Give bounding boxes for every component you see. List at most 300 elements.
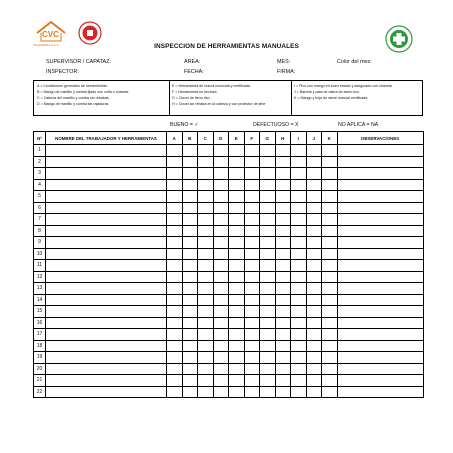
criteria-cell[interactable]	[213, 225, 229, 237]
criteria-cell[interactable]	[260, 237, 276, 249]
criteria-cell[interactable]	[213, 317, 229, 329]
criteria-cell[interactable]	[260, 283, 276, 295]
criteria-cell[interactable]	[244, 363, 260, 375]
header-j: J	[306, 132, 322, 145]
worker-name-cell[interactable]	[46, 202, 167, 214]
criteria-cell[interactable]	[213, 202, 229, 214]
observaciones-cell[interactable]	[337, 145, 423, 157]
criteria-cell[interactable]	[229, 202, 245, 214]
header-worker-name: NOMBRE DEL TRABAJADOR Y HERRAMIENTAS	[46, 132, 167, 145]
criteria-cell[interactable]	[229, 329, 245, 341]
header-observaciones: OBSERVACIONES	[337, 132, 423, 145]
criteria-cell[interactable]	[167, 248, 183, 260]
criteria-cell[interactable]	[182, 260, 198, 272]
criteria-cell[interactable]	[198, 294, 214, 306]
criteria-cell[interactable]	[198, 168, 214, 180]
criteria-cell[interactable]	[260, 306, 276, 318]
criteria-cell[interactable]	[229, 260, 245, 272]
observaciones-cell[interactable]	[337, 352, 423, 364]
criteria-cell[interactable]	[229, 363, 245, 375]
criteria-cell[interactable]	[322, 352, 338, 364]
worker-name-cell[interactable]	[46, 179, 167, 191]
criteria-cell[interactable]	[198, 179, 214, 191]
observaciones-cell[interactable]	[337, 294, 423, 306]
criteria-cell[interactable]	[198, 317, 214, 329]
criteria-cell[interactable]	[306, 294, 322, 306]
criteria-cell[interactable]	[275, 202, 291, 214]
criteria-cell[interactable]	[213, 386, 229, 398]
criteria-cell[interactable]	[306, 317, 322, 329]
criteria-cell[interactable]	[244, 340, 260, 352]
worker-name-cell[interactable]	[46, 283, 167, 295]
criteria-cell[interactable]	[229, 352, 245, 364]
criteria-cell[interactable]	[244, 283, 260, 295]
criteria-cell[interactable]	[306, 329, 322, 341]
criteria-cell[interactable]	[198, 306, 214, 318]
criteria-cell[interactable]	[322, 340, 338, 352]
criteria-cell[interactable]	[182, 156, 198, 168]
criteria-cell[interactable]	[244, 260, 260, 272]
criteria-cell[interactable]	[291, 386, 307, 398]
criteria-cell[interactable]	[306, 352, 322, 364]
criteria-cell[interactable]	[182, 145, 198, 157]
criteria-cell[interactable]	[275, 248, 291, 260]
criteria-cell[interactable]	[275, 386, 291, 398]
criteria-cell[interactable]	[275, 214, 291, 226]
criteria-cell[interactable]	[306, 191, 322, 203]
criteria-item: H = Cincel sin rebaba en la cabeza y con protector de jebe	[172, 102, 266, 106]
row-number: 20	[34, 363, 46, 375]
criteria-cell[interactable]	[275, 306, 291, 318]
criteria-cell[interactable]	[167, 340, 183, 352]
criteria-cell[interactable]	[260, 145, 276, 157]
criteria-cell[interactable]	[244, 225, 260, 237]
criteria-cell[interactable]	[213, 329, 229, 341]
worker-name-cell[interactable]	[46, 363, 167, 375]
criteria-cell[interactable]	[198, 340, 214, 352]
criteria-cell[interactable]	[229, 225, 245, 237]
worker-name-cell[interactable]	[46, 156, 167, 168]
criteria-cell[interactable]	[182, 386, 198, 398]
observaciones-cell[interactable]	[337, 306, 423, 318]
criteria-cell[interactable]	[244, 306, 260, 318]
criteria-cell[interactable]	[306, 225, 322, 237]
criteria-cell[interactable]	[275, 329, 291, 341]
criteria-cell[interactable]	[322, 168, 338, 180]
criteria-cell[interactable]	[291, 179, 307, 191]
criteria-cell[interactable]	[213, 156, 229, 168]
criteria-cell[interactable]	[291, 306, 307, 318]
criteria-cell[interactable]	[229, 248, 245, 260]
worker-name-cell[interactable]	[46, 145, 167, 157]
criteria-cell[interactable]	[291, 317, 307, 329]
criteria-cell[interactable]	[167, 294, 183, 306]
criteria-cell[interactable]	[213, 179, 229, 191]
criteria-cell[interactable]	[275, 145, 291, 157]
criteria-cell[interactable]	[198, 375, 214, 387]
criteria-cell[interactable]	[322, 329, 338, 341]
criteria-cell[interactable]	[229, 386, 245, 398]
row-number: 10	[34, 248, 46, 260]
criteria-cell[interactable]	[244, 237, 260, 249]
criteria-cell[interactable]	[167, 329, 183, 341]
header-c: C	[198, 132, 214, 145]
criteria-cell[interactable]	[275, 294, 291, 306]
criteria-cell[interactable]	[306, 145, 322, 157]
criteria-cell[interactable]	[182, 225, 198, 237]
criteria-cell[interactable]	[260, 260, 276, 272]
worker-name-cell[interactable]	[46, 214, 167, 226]
criteria-cell[interactable]	[275, 260, 291, 272]
criteria-cell[interactable]	[306, 179, 322, 191]
criteria-cell[interactable]	[306, 214, 322, 226]
criteria-cell[interactable]	[198, 386, 214, 398]
criteria-cell[interactable]	[260, 340, 276, 352]
worker-name-cell[interactable]	[46, 317, 167, 329]
criteria-cell[interactable]	[229, 145, 245, 157]
criteria-cell[interactable]	[306, 248, 322, 260]
criteria-cell[interactable]	[182, 329, 198, 341]
criteria-cell[interactable]	[167, 271, 183, 283]
criteria-cell[interactable]	[244, 317, 260, 329]
table-header-row	[34, 132, 424, 145]
criteria-cell[interactable]	[244, 294, 260, 306]
criteria-cell[interactable]	[291, 145, 307, 157]
criteria-cell[interactable]	[275, 375, 291, 387]
criteria-cell[interactable]	[182, 317, 198, 329]
criteria-cell[interactable]	[260, 214, 276, 226]
criteria-cell[interactable]	[213, 237, 229, 249]
criteria-cell[interactable]	[198, 145, 214, 157]
worker-name-cell[interactable]	[46, 375, 167, 387]
criteria-cell[interactable]	[322, 294, 338, 306]
criteria-cell[interactable]	[198, 329, 214, 341]
criteria-cell[interactable]	[244, 271, 260, 283]
criteria-cell[interactable]	[260, 248, 276, 260]
criteria-cell[interactable]	[167, 386, 183, 398]
criteria-cell[interactable]	[182, 202, 198, 214]
criteria-cell[interactable]	[213, 283, 229, 295]
criteria-cell[interactable]	[306, 375, 322, 387]
criteria-cell[interactable]	[213, 168, 229, 180]
criteria-cell[interactable]	[291, 329, 307, 341]
criteria-cell[interactable]	[229, 283, 245, 295]
criteria-cell[interactable]	[182, 271, 198, 283]
criteria-cell[interactable]	[244, 352, 260, 364]
criteria-cell[interactable]	[260, 294, 276, 306]
criteria-cell[interactable]	[275, 156, 291, 168]
criteria-cell[interactable]	[229, 271, 245, 283]
criteria-cell[interactable]	[198, 352, 214, 364]
header-a: A	[167, 132, 183, 145]
criteria-cell[interactable]	[167, 363, 183, 375]
criteria-cell[interactable]	[213, 191, 229, 203]
criteria-cell[interactable]	[291, 202, 307, 214]
criteria-cell[interactable]	[229, 306, 245, 318]
criteria-cell[interactable]	[306, 271, 322, 283]
criteria-cell[interactable]	[244, 191, 260, 203]
row-number: 4	[34, 179, 46, 191]
observaciones-cell[interactable]	[337, 375, 423, 387]
criteria-cell[interactable]	[322, 225, 338, 237]
criteria-cell[interactable]	[291, 375, 307, 387]
criteria-cell[interactable]	[198, 248, 214, 260]
criteria-cell[interactable]	[198, 260, 214, 272]
criteria-cell[interactable]	[167, 191, 183, 203]
worker-name-cell[interactable]	[46, 168, 167, 180]
worker-name-cell[interactable]	[46, 294, 167, 306]
criteria-cell[interactable]	[291, 156, 307, 168]
criteria-cell[interactable]	[198, 214, 214, 226]
criteria-cell[interactable]	[322, 363, 338, 375]
criteria-cell[interactable]	[275, 340, 291, 352]
criteria-cell[interactable]	[198, 225, 214, 237]
criteria-cell[interactable]	[167, 317, 183, 329]
criteria-cell[interactable]	[182, 168, 198, 180]
criteria-cell[interactable]	[306, 340, 322, 352]
criteria-cell[interactable]	[167, 283, 183, 295]
criteria-cell[interactable]	[322, 214, 338, 226]
worker-name-cell[interactable]	[46, 237, 167, 249]
observaciones-cell[interactable]	[337, 248, 423, 260]
criteria-cell[interactable]	[213, 363, 229, 375]
observaciones-cell[interactable]	[337, 363, 423, 375]
criteria-cell[interactable]	[322, 237, 338, 249]
criteria-cell[interactable]	[291, 283, 307, 295]
criteria-cell[interactable]	[291, 214, 307, 226]
criteria-cell[interactable]	[229, 294, 245, 306]
criteria-cell[interactable]	[306, 283, 322, 295]
criteria-cell[interactable]	[182, 283, 198, 295]
criteria-cell[interactable]	[213, 375, 229, 387]
criteria-cell[interactable]	[275, 191, 291, 203]
criteria-cell[interactable]	[244, 329, 260, 341]
criteria-cell[interactable]	[260, 202, 276, 214]
worker-name-cell[interactable]	[46, 386, 167, 398]
criteria-cell[interactable]	[291, 168, 307, 180]
criteria-cell[interactable]	[275, 225, 291, 237]
criteria-cell[interactable]	[244, 202, 260, 214]
criteria-cell[interactable]	[229, 237, 245, 249]
criteria-cell[interactable]	[260, 386, 276, 398]
criteria-cell[interactable]	[244, 386, 260, 398]
criteria-cell[interactable]	[322, 271, 338, 283]
criteria-cell[interactable]	[260, 156, 276, 168]
criteria-cell[interactable]	[275, 179, 291, 191]
observaciones-cell[interactable]	[337, 225, 423, 237]
criteria-cell[interactable]	[229, 375, 245, 387]
criteria-cell[interactable]	[260, 363, 276, 375]
criteria-cell[interactable]	[322, 260, 338, 272]
criteria-cell[interactable]	[182, 306, 198, 318]
criteria-cell[interactable]	[306, 363, 322, 375]
criteria-cell[interactable]	[198, 191, 214, 203]
criteria-cell[interactable]	[260, 179, 276, 191]
criteria-cell[interactable]	[167, 237, 183, 249]
criteria-cell[interactable]	[229, 317, 245, 329]
observaciones-cell[interactable]	[337, 329, 423, 341]
worker-name-cell[interactable]	[46, 271, 167, 283]
criteria-cell[interactable]	[182, 237, 198, 249]
observaciones-cell[interactable]	[337, 271, 423, 283]
criteria-cell[interactable]	[182, 363, 198, 375]
criteria-cell[interactable]	[260, 225, 276, 237]
criteria-cell[interactable]	[322, 317, 338, 329]
observaciones-cell[interactable]	[337, 260, 423, 272]
criteria-cell[interactable]	[260, 271, 276, 283]
criteria-cell[interactable]	[260, 317, 276, 329]
criteria-cell[interactable]	[244, 179, 260, 191]
criteria-cell[interactable]	[213, 271, 229, 283]
criteria-cell[interactable]	[213, 248, 229, 260]
criteria-item: B = Mango de martillo y comba fijado con cuña o chaveta	[37, 90, 129, 94]
criteria-cell[interactable]	[167, 214, 183, 226]
observaciones-cell[interactable]	[337, 317, 423, 329]
criteria-cell[interactable]	[306, 260, 322, 272]
criteria-cell[interactable]	[198, 271, 214, 283]
criteria-cell[interactable]	[291, 363, 307, 375]
criteria-cell[interactable]	[244, 214, 260, 226]
criteria-cell[interactable]	[198, 156, 214, 168]
criteria-cell[interactable]	[213, 145, 229, 157]
observaciones-cell[interactable]	[337, 156, 423, 168]
criteria-cell[interactable]	[229, 156, 245, 168]
criteria-cell[interactable]	[167, 202, 183, 214]
observaciones-cell[interactable]	[337, 386, 423, 398]
criteria-cell[interactable]	[213, 260, 229, 272]
criteria-cell[interactable]	[244, 145, 260, 157]
worker-name-cell[interactable]	[46, 352, 167, 364]
criteria-cell[interactable]	[182, 294, 198, 306]
criteria-cell[interactable]	[306, 386, 322, 398]
criteria-cell[interactable]	[244, 156, 260, 168]
criteria-cell[interactable]	[291, 225, 307, 237]
criteria-cell[interactable]	[213, 214, 229, 226]
observaciones-cell[interactable]	[337, 214, 423, 226]
criteria-cell[interactable]	[260, 329, 276, 341]
criteria-cell[interactable]	[182, 352, 198, 364]
worker-name-cell[interactable]	[46, 191, 167, 203]
criteria-cell[interactable]	[322, 386, 338, 398]
worker-name-cell[interactable]	[46, 340, 167, 352]
criteria-cell[interactable]	[260, 168, 276, 180]
criteria-cell[interactable]	[275, 271, 291, 283]
observaciones-cell[interactable]	[337, 179, 423, 191]
criteria-cell[interactable]	[260, 352, 276, 364]
criteria-cell[interactable]	[291, 352, 307, 364]
criteria-cell[interactable]	[198, 202, 214, 214]
criteria-cell[interactable]	[182, 179, 198, 191]
criteria-cell[interactable]	[291, 237, 307, 249]
criteria-cell[interactable]	[291, 340, 307, 352]
criteria-cell[interactable]	[275, 317, 291, 329]
criteria-cell[interactable]	[322, 156, 338, 168]
criteria-cell[interactable]	[306, 168, 322, 180]
criteria-cell[interactable]	[322, 179, 338, 191]
criteria-cell[interactable]	[322, 248, 338, 260]
observaciones-cell[interactable]	[337, 237, 423, 249]
criteria-cell[interactable]	[167, 145, 183, 157]
criteria-cell[interactable]	[322, 191, 338, 203]
criteria-cell[interactable]	[260, 375, 276, 387]
criteria-cell[interactable]	[229, 340, 245, 352]
criteria-cell[interactable]	[167, 306, 183, 318]
worker-name-cell[interactable]	[46, 260, 167, 272]
criteria-cell[interactable]	[229, 179, 245, 191]
criteria-cell[interactable]	[244, 248, 260, 260]
criteria-cell[interactable]	[167, 156, 183, 168]
criteria-cell[interactable]	[167, 179, 183, 191]
criteria-cell[interactable]	[306, 237, 322, 249]
criteria-cell[interactable]	[291, 191, 307, 203]
worker-name-cell[interactable]	[46, 306, 167, 318]
criteria-cell[interactable]	[167, 352, 183, 364]
criteria-cell[interactable]	[182, 375, 198, 387]
criteria-cell[interactable]	[182, 214, 198, 226]
criteria-cell[interactable]	[306, 202, 322, 214]
criteria-cell[interactable]	[198, 363, 214, 375]
criteria-cell[interactable]	[291, 271, 307, 283]
criteria-cell[interactable]	[167, 260, 183, 272]
criteria-cell[interactable]	[322, 202, 338, 214]
criteria-cell[interactable]	[167, 375, 183, 387]
criteria-cell[interactable]	[275, 168, 291, 180]
criteria-cell[interactable]	[275, 283, 291, 295]
table-row	[34, 248, 424, 260]
criteria-cell[interactable]	[198, 283, 214, 295]
criteria-cell[interactable]	[167, 225, 183, 237]
criteria-cell[interactable]	[291, 294, 307, 306]
criteria-cell[interactable]	[182, 340, 198, 352]
observaciones-cell[interactable]	[337, 340, 423, 352]
criteria-cell[interactable]	[182, 248, 198, 260]
criteria-cell[interactable]	[306, 306, 322, 318]
criteria-cell[interactable]	[229, 214, 245, 226]
legend-defectuoso: DEFECTUOSO = X	[253, 122, 299, 128]
criteria-cell[interactable]	[167, 168, 183, 180]
worker-name-cell[interactable]	[46, 329, 167, 341]
criteria-cell[interactable]	[260, 191, 276, 203]
observaciones-cell[interactable]	[337, 191, 423, 203]
criteria-cell[interactable]	[275, 352, 291, 364]
criteria-cell[interactable]	[291, 260, 307, 272]
criteria-cell[interactable]	[244, 375, 260, 387]
observaciones-cell[interactable]	[337, 168, 423, 180]
criteria-cell[interactable]	[291, 248, 307, 260]
criteria-cell[interactable]	[213, 352, 229, 364]
criteria-cell[interactable]	[213, 306, 229, 318]
criteria-cell[interactable]	[275, 363, 291, 375]
criteria-cell[interactable]	[213, 340, 229, 352]
criteria-cell[interactable]	[322, 283, 338, 295]
criteria-cell[interactable]	[275, 237, 291, 249]
criteria-cell[interactable]	[213, 294, 229, 306]
criteria-cell[interactable]	[198, 237, 214, 249]
table-row	[34, 179, 424, 191]
worker-name-cell[interactable]	[46, 225, 167, 237]
criteria-cell[interactable]	[229, 168, 245, 180]
worker-name-cell[interactable]	[46, 248, 167, 260]
observaciones-cell[interactable]	[337, 283, 423, 295]
criteria-cell[interactable]	[322, 306, 338, 318]
criteria-cell[interactable]	[182, 191, 198, 203]
criteria-cell[interactable]	[229, 191, 245, 203]
criteria-cell[interactable]	[244, 168, 260, 180]
criteria-cell[interactable]	[306, 156, 322, 168]
criteria-cell[interactable]	[322, 375, 338, 387]
criteria-cell[interactable]	[322, 145, 338, 157]
observaciones-cell[interactable]	[337, 202, 423, 214]
